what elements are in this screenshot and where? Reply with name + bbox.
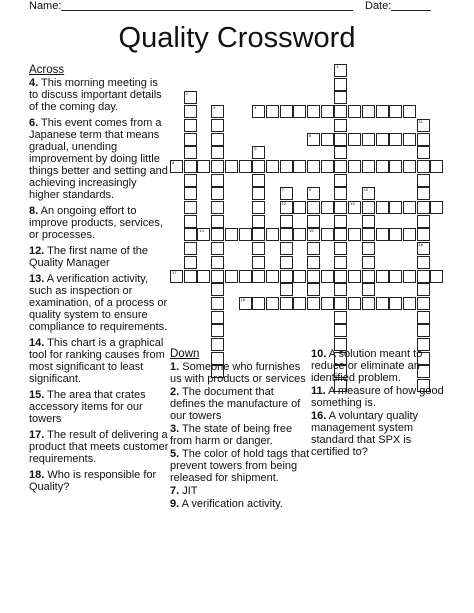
clue-item — [29, 429, 169, 465]
crossword-cell[interactable] — [307, 297, 320, 310]
crossword-cell[interactable] — [334, 187, 347, 200]
date-label: Date: — [365, 0, 392, 12]
crossword-cell[interactable] — [362, 215, 375, 228]
crossword-cell[interactable] — [334, 242, 347, 255]
clue-text: This event comes from a Japanese term that means gradual, unending improvement by doing little things better and setting and achieving increasingly higher standards. — [29, 117, 168, 201]
clue-number: 16. — [311, 410, 327, 422]
crossword-cell[interactable] — [266, 297, 279, 310]
cell-number: 13 — [350, 201, 355, 206]
crossword-cell[interactable] — [170, 160, 183, 173]
crossword-cell[interactable] — [376, 201, 389, 214]
clue-text: The area that crates accessory items for our towers — [29, 389, 146, 425]
crossword-cell[interactable] — [334, 146, 347, 159]
crossword-cell[interactable] — [417, 201, 430, 214]
crossword-cell[interactable] — [211, 105, 224, 118]
cell-number: 9 — [309, 187, 312, 193]
crossword-cell[interactable] — [334, 105, 347, 118]
clue-item — [29, 205, 169, 241]
crossword-cell[interactable] — [293, 105, 306, 118]
crossword-cell[interactable] — [184, 160, 197, 173]
crossword-cell[interactable] — [211, 215, 224, 228]
crossword-cell[interactable] — [362, 228, 375, 241]
crossword-cell[interactable] — [252, 174, 265, 187]
crossword-cell[interactable] — [211, 270, 224, 283]
crossword-cell[interactable] — [362, 297, 375, 310]
crossword-cell[interactable] — [239, 270, 252, 283]
clue-text: This morning meeting is to discuss important details of the coming day. — [29, 77, 162, 113]
crossword-cell[interactable] — [293, 297, 306, 310]
crossword-cell[interactable] — [211, 297, 224, 310]
crossword-cell[interactable] — [280, 160, 293, 173]
crossword-cell[interactable] — [307, 201, 320, 214]
crossword-cell[interactable] — [252, 270, 265, 283]
crossword-cell[interactable] — [293, 160, 306, 173]
crossword-cell[interactable] — [184, 270, 197, 283]
crossword-cell[interactable] — [307, 133, 320, 146]
crossword-cell[interactable] — [184, 146, 197, 159]
crossword-cell[interactable] — [280, 201, 293, 214]
crossword-cell[interactable] — [184, 228, 197, 241]
clue-number: 13. — [29, 273, 45, 285]
crossword-cell[interactable] — [293, 228, 306, 241]
crossword-cell[interactable] — [389, 105, 402, 118]
crossword-cell[interactable] — [184, 201, 197, 214]
cell-number: 6 — [309, 132, 312, 138]
crossword-cell[interactable] — [362, 283, 375, 296]
crossword-cell[interactable] — [252, 105, 265, 118]
crossword-cell[interactable] — [252, 297, 265, 310]
clue-text: A verification activity, such as inspection or examination, of a process or quality system to ensure compliance to requirements. — [29, 273, 168, 333]
crossword-cell[interactable] — [252, 242, 265, 255]
across-heading: Across — [29, 64, 65, 76]
crossword-cell[interactable] — [403, 228, 416, 241]
crossword-cell[interactable] — [334, 270, 347, 283]
crossword-cell[interactable] — [348, 270, 361, 283]
crossword-cell[interactable] — [334, 201, 347, 214]
crossword-cell[interactable] — [403, 297, 416, 310]
cell-number: 12 — [281, 201, 287, 206]
cell-number: 2 — [185, 91, 188, 97]
clue-text: A solution meant to reduce or eliminate an identified problem. — [311, 348, 423, 384]
clue-item — [29, 273, 169, 333]
clue-number: 11. — [311, 385, 326, 397]
clue-text: Someone who furnishes us with products or services — [170, 361, 306, 385]
clue-number: 10. — [311, 348, 327, 360]
crossword-cell[interactable] — [280, 242, 293, 255]
crossword-cell[interactable] — [417, 324, 430, 337]
crossword-cell[interactable] — [334, 91, 347, 104]
clue-number: 12. — [29, 245, 45, 257]
crossword-cell[interactable] — [376, 160, 389, 173]
clue-item — [29, 77, 169, 113]
down-clue-list-left — [170, 361, 310, 510]
crossword-cell[interactable] — [389, 270, 402, 283]
cell-number: 18 — [240, 296, 245, 302]
crossword-cell[interactable] — [417, 133, 430, 146]
clue-item — [29, 117, 169, 201]
crossword-cell[interactable] — [348, 201, 361, 214]
crossword-cell[interactable] — [266, 105, 279, 118]
crossword-cell[interactable] — [348, 297, 361, 310]
crossword-cell[interactable] — [417, 256, 430, 269]
crossword-cell[interactable] — [293, 201, 306, 214]
crossword-cell[interactable] — [334, 160, 347, 173]
crossword-cell[interactable] — [252, 215, 265, 228]
crossword-cell[interactable] — [417, 283, 430, 296]
crossword-cell[interactable] — [321, 270, 334, 283]
crossword-cell[interactable] — [293, 270, 306, 283]
crossword-cell[interactable] — [321, 297, 334, 310]
crossword-cell[interactable] — [266, 270, 279, 283]
crossword-cell[interactable] — [252, 187, 265, 200]
crossword-cell[interactable] — [307, 160, 320, 173]
cell-number: 8 — [172, 159, 175, 165]
crossword-cell[interactable] — [280, 215, 293, 228]
clue-number: 18. — [29, 469, 45, 481]
crossword-cell[interactable] — [211, 187, 224, 200]
clue-item — [170, 423, 310, 447]
crossword-cell[interactable] — [417, 174, 430, 187]
crossword-cell[interactable] — [307, 242, 320, 255]
crossword-cell[interactable] — [252, 228, 265, 241]
crossword-cell[interactable] — [417, 270, 430, 283]
crossword-cell[interactable] — [389, 160, 402, 173]
crossword-cell[interactable] — [239, 297, 252, 310]
cell-number: 10 — [363, 187, 369, 193]
crossword-cell[interactable] — [403, 105, 416, 118]
crossword-cell[interactable] — [417, 228, 430, 241]
crossword-cell[interactable] — [211, 311, 224, 324]
across-clue-list — [29, 77, 169, 493]
crossword-cell[interactable] — [280, 228, 293, 241]
crossword-cell[interactable] — [389, 201, 402, 214]
clue-text: An ongoing effort to improve products, services, or processes. — [29, 205, 163, 241]
crossword-cell[interactable] — [334, 297, 347, 310]
crossword-cell[interactable] — [321, 201, 334, 214]
down-clue-list-right — [311, 348, 447, 458]
cell-number: 17 — [172, 269, 177, 275]
crossword-cell[interactable] — [417, 215, 430, 228]
crossword-cell[interactable] — [362, 105, 375, 118]
cell-number: 7 — [281, 187, 284, 193]
crossword-cell[interactable] — [307, 270, 320, 283]
crossword-cell[interactable] — [239, 160, 252, 173]
crossword-cell[interactable] — [430, 160, 443, 173]
crossword-cell[interactable] — [211, 119, 224, 132]
crossword-cell[interactable] — [184, 242, 197, 255]
crossword-cell[interactable] — [184, 119, 197, 132]
name-label: Name: — [29, 0, 62, 12]
crossword-cell[interactable] — [334, 283, 347, 296]
crossword-cell[interactable] — [376, 270, 389, 283]
crossword-cell[interactable] — [362, 160, 375, 173]
crossword-cell[interactable] — [184, 133, 197, 146]
crossword-cell[interactable] — [321, 228, 334, 241]
crossword-cell[interactable] — [266, 160, 279, 173]
clue-item — [170, 485, 310, 497]
crossword-cell[interactable] — [184, 105, 197, 118]
crossword-cell[interactable] — [417, 187, 430, 200]
clue-text: A measure of how good something is. — [311, 385, 444, 409]
crossword-cell[interactable] — [184, 256, 197, 269]
clue-item — [29, 469, 169, 493]
cell-number: 15 — [309, 228, 314, 234]
down-clues — [170, 348, 310, 511]
crossword-cell[interactable] — [334, 311, 347, 324]
clue-number: 5. — [170, 448, 180, 460]
down-clues-continued — [311, 348, 447, 459]
crossword-cell[interactable] — [403, 270, 416, 283]
clue-number: 15. — [29, 389, 45, 401]
crossword-cell[interactable] — [321, 133, 334, 146]
clue-number: 1. — [170, 361, 180, 373]
clue-number: 2. — [170, 386, 180, 398]
clue-item — [170, 386, 310, 422]
clue-item — [29, 245, 169, 269]
crossword-cell[interactable] — [334, 324, 347, 337]
crossword-cell[interactable] — [197, 228, 210, 241]
crossword-cell[interactable] — [417, 146, 430, 159]
crossword-cell[interactable] — [211, 146, 224, 159]
crossword-cell[interactable] — [197, 270, 210, 283]
clue-number: 17. — [29, 429, 45, 441]
crossword-cell[interactable] — [334, 64, 347, 77]
crossword-cell[interactable] — [376, 297, 389, 310]
crossword-cell[interactable] — [252, 256, 265, 269]
crossword-cell[interactable] — [334, 256, 347, 269]
crossword-cell[interactable] — [170, 270, 183, 283]
clue-item — [311, 385, 447, 409]
crossword-cell[interactable] — [211, 242, 224, 255]
clue-number: 3. — [170, 423, 180, 435]
clue-text: Who is responsible for Quality? — [29, 469, 157, 493]
crossword-cell[interactable] — [417, 242, 430, 255]
crossword-cell[interactable] — [321, 105, 334, 118]
cell-number: 5 — [254, 146, 257, 152]
crossword-cell[interactable] — [334, 78, 347, 91]
crossword-cell[interactable] — [334, 119, 347, 132]
crossword-cell[interactable] — [376, 105, 389, 118]
crossword-cell[interactable] — [362, 270, 375, 283]
crossword-cell[interactable] — [307, 283, 320, 296]
crossword-cell[interactable] — [348, 228, 361, 241]
clue-text: The state of being free from harm or danger. — [170, 423, 293, 447]
clue-item — [29, 389, 169, 425]
cell-number: 11 — [418, 118, 423, 124]
crossword-cell[interactable] — [334, 228, 347, 241]
crossword-cell[interactable] — [403, 201, 416, 214]
crossword-cell[interactable] — [417, 119, 430, 132]
crossword-cell[interactable] — [252, 146, 265, 159]
crossword-cell[interactable] — [211, 256, 224, 269]
crossword-cell[interactable] — [334, 215, 347, 228]
clue-text: The first name of the Quality Manager — [29, 245, 149, 269]
crossword-cell[interactable] — [307, 105, 320, 118]
crossword-cell[interactable] — [280, 256, 293, 269]
crossword-cell[interactable] — [376, 228, 389, 241]
crossword-cell[interactable] — [184, 91, 197, 104]
crossword-cell[interactable] — [307, 256, 320, 269]
crossword-cell[interactable] — [280, 187, 293, 200]
crossword-cell[interactable] — [334, 174, 347, 187]
crossword-cell[interactable] — [184, 215, 197, 228]
crossword-cell[interactable] — [211, 160, 224, 173]
crossword-cell[interactable] — [430, 201, 443, 214]
crossword-cell[interactable] — [197, 160, 210, 173]
crossword-cell[interactable] — [211, 133, 224, 146]
crossword-cell[interactable] — [403, 133, 416, 146]
clue-text: A verification activity. — [181, 498, 283, 510]
clue-number: 8. — [29, 205, 39, 217]
crossword-cell[interactable] — [184, 174, 197, 187]
crossword-cell[interactable] — [252, 160, 265, 173]
clue-text: This chart is a graphical tool for ranking causes from most significant to least significant. — [29, 337, 165, 385]
clue-text: The result of delivering a product that meets customer requirements. — [29, 429, 169, 465]
crossword-cell[interactable] — [280, 297, 293, 310]
clue-item — [29, 337, 169, 385]
clue-item — [170, 448, 310, 484]
clue-number: 7. — [170, 485, 180, 497]
crossword-cell[interactable] — [389, 133, 402, 146]
crossword-cell[interactable] — [184, 187, 197, 200]
crossword-cell[interactable] — [211, 228, 224, 241]
across-clues — [29, 64, 169, 497]
crossword-cell[interactable] — [417, 297, 430, 310]
crossword-cell[interactable] — [362, 242, 375, 255]
crossword-cell[interactable] — [334, 133, 347, 146]
crossword-cell[interactable] — [211, 324, 224, 337]
crossword-cell[interactable] — [376, 133, 389, 146]
crossword-cell[interactable] — [348, 160, 361, 173]
clue-item — [170, 498, 310, 510]
crossword-cell[interactable] — [252, 201, 265, 214]
crossword-cell[interactable] — [430, 270, 443, 283]
crossword-cell[interactable] — [211, 283, 224, 296]
crossword-cell[interactable] — [225, 228, 238, 241]
crossword-cell[interactable] — [211, 201, 224, 214]
crossword-cell[interactable] — [280, 270, 293, 283]
crossword-cell[interactable] — [211, 174, 224, 187]
crossword-cell[interactable] — [403, 160, 416, 173]
cell-number: 16 — [418, 242, 424, 248]
crossword-cell[interactable] — [225, 160, 238, 173]
clue-number: 9. — [170, 498, 180, 510]
crossword-cell[interactable] — [389, 228, 402, 241]
cell-number: 3 — [213, 105, 216, 111]
page-title: Quality Crossword — [118, 22, 356, 54]
crossword-cell[interactable] — [239, 228, 252, 241]
clue-item — [170, 361, 310, 385]
crossword-cell[interactable] — [362, 256, 375, 269]
crossword-cell[interactable] — [321, 160, 334, 173]
crossword-cell[interactable] — [280, 105, 293, 118]
crossword-cell[interactable] — [225, 270, 238, 283]
clue-text: The color of hold tags that prevent towers from being released for shipment. — [170, 448, 310, 484]
crossword-cell[interactable] — [280, 283, 293, 296]
crossword-cell[interactable] — [307, 215, 320, 228]
clue-item — [311, 410, 447, 458]
clue-number: 4. — [29, 77, 39, 89]
crossword-cell[interactable] — [417, 311, 430, 324]
clue-number: 6. — [29, 117, 39, 129]
crossword-cell[interactable] — [417, 160, 430, 173]
cell-number: 1 — [336, 64, 339, 69]
clue-text: A voluntary quality management system standard that SPX is certified to? — [311, 410, 419, 458]
clue-item — [311, 348, 447, 384]
cell-number: 14 — [199, 228, 204, 234]
crossword-cell[interactable] — [362, 201, 375, 214]
clue-text: JIT — [182, 485, 198, 497]
crossword-cell[interactable] — [307, 187, 320, 200]
crossword-cell[interactable] — [266, 228, 279, 241]
crossword-cell[interactable] — [348, 105, 361, 118]
crossword-cell[interactable] — [362, 133, 375, 146]
crossword-cell[interactable] — [307, 228, 320, 241]
clue-text: The document that defines the manufacture of our towers — [170, 386, 301, 422]
cell-number: 4 — [254, 105, 257, 111]
clue-number: 14. — [29, 337, 45, 349]
crossword-cell[interactable] — [348, 133, 361, 146]
crossword-cell[interactable] — [362, 187, 375, 200]
down-heading: Down — [170, 348, 200, 360]
crossword-cell[interactable] — [389, 297, 402, 310]
